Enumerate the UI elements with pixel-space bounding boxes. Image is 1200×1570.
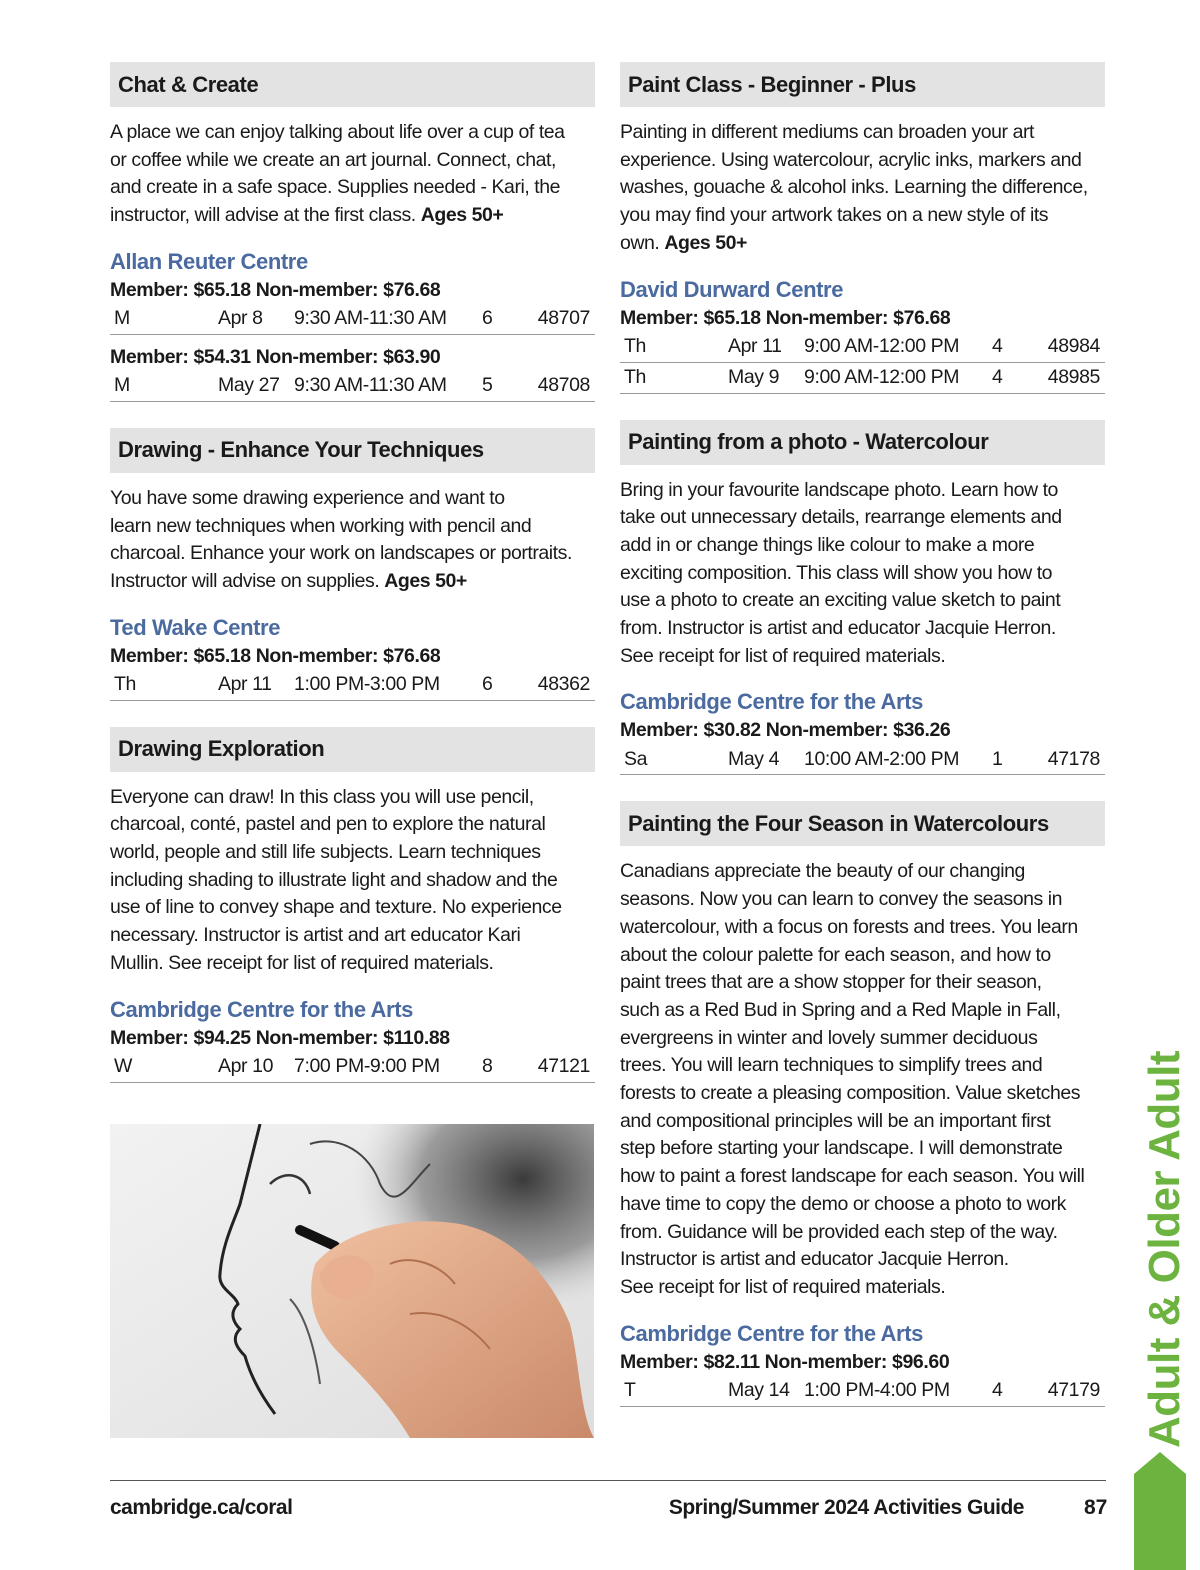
sessions-cell: 4 — [992, 1379, 1003, 1402]
desc-line: You have some drawing experience and want to — [110, 486, 505, 509]
sessions-cell: 4 — [992, 366, 1003, 389]
sessions-cell: 8 — [482, 1055, 493, 1078]
barcode-cell: 48362 — [537, 673, 590, 696]
desc-line: you may find your artwork takes on a new style of its — [620, 204, 1049, 227]
schedule-row — [110, 371, 595, 402]
day-cell: Sa — [624, 747, 648, 770]
side-tab-arrow — [1134, 1452, 1186, 1570]
section-heading: Chat & Create — [110, 62, 595, 107]
footer-rule — [110, 1480, 1106, 1481]
price-line: Member: $65.18 Non-member: $76.68 — [620, 306, 951, 329]
desc-line: charcoal. Enhance your work on landscapes or portraits. — [110, 542, 572, 565]
day-cell: Th — [624, 335, 646, 358]
ages-label: Ages 50+ — [384, 569, 467, 592]
day-cell: Th — [624, 366, 646, 389]
desc-line: world, people and still life subjects. Learn techniques — [110, 841, 541, 864]
section-heading: Drawing Exploration — [110, 727, 595, 772]
desc-line: charcoal, conté, pastel and pen to explore the natural — [110, 813, 546, 836]
barcode-cell: 47179 — [1047, 1379, 1100, 1402]
desc-line: Instructor is artist and educator Jacquie Herron. — [620, 1248, 1009, 1271]
section-heading: Paint Class - Beginner - Plus — [620, 62, 1105, 107]
desc-line: See receipt for list of required materials. — [620, 1275, 946, 1298]
barcode-cell: 48708 — [537, 374, 590, 397]
desc-line: A place we can enjoy talking about life over a cup of tea — [110, 121, 565, 143]
desc-line: learn new techniques when working with pencil and — [110, 514, 532, 537]
barcode-cell: 48985 — [1047, 366, 1100, 389]
desc-line: or coffee while we create an art journal. Connect, chat, — [110, 148, 556, 171]
barcode-cell: 47121 — [537, 1055, 590, 1078]
price-line: Member: $65.18 Non-member: $76.68 — [110, 278, 441, 301]
price-line: Member: $82.11 Non-member: $96.60 — [620, 1350, 950, 1373]
schedule-row — [620, 1376, 1105, 1407]
program-description — [110, 784, 595, 978]
date-cell: May 9 — [728, 366, 780, 389]
section-side-label: Adult & Older Adult — [1140, 1050, 1189, 1448]
desc-line: from. Instructor is artist and educator Jacquie Herron. — [620, 617, 1056, 640]
date-cell: May 4 — [728, 747, 780, 770]
left-column — [110, 62, 595, 1083]
schedule-row — [110, 1052, 595, 1083]
time-cell: 9:00 AM-12:00 PM — [804, 366, 960, 389]
desc-line: including shading to illustrate light and shadow and the — [110, 868, 558, 891]
schedule-row — [620, 332, 1105, 363]
program-description — [620, 858, 1105, 1301]
desc-line: Instructor will advise on supplies. — [110, 569, 385, 592]
price-line: Member: $94.25 Non-member: $110.88 — [110, 1026, 450, 1049]
day-cell: W — [114, 1055, 133, 1078]
date-cell: Apr 11 — [218, 673, 272, 696]
footer-guide-title: Spring/Summer 2024 Activities Guide — [668, 1496, 1024, 1519]
desc-line: evergreens in winter and lovely summer deciduous — [620, 1026, 1038, 1049]
desc-line: how to paint a forest landscape for each season. You will — [620, 1165, 1085, 1188]
time-cell: 9:00 AM-12:00 PM — [804, 335, 960, 358]
desc-line: instructor, will advise at the first class. — [110, 204, 421, 227]
desc-line: use of line to convey shape and texture. No experience — [110, 896, 562, 919]
barcode-cell: 48984 — [1047, 335, 1100, 358]
time-cell: 9:30 AM-11:30 AM — [294, 374, 447, 397]
schedule-row — [110, 670, 595, 701]
program-drawing-enhance — [110, 428, 595, 701]
desc-line: about the colour palette for each season, and how to — [620, 943, 1051, 966]
sessions-cell: 5 — [482, 374, 493, 397]
time-cell: 10:00 AM-2:00 PM — [804, 747, 960, 770]
program-drawing-exploration — [110, 727, 595, 1083]
program-chat-create — [110, 62, 595, 402]
day-cell: T — [624, 1379, 636, 1402]
sessions-cell: 4 — [992, 335, 1003, 358]
desc-line: own. — [620, 231, 665, 254]
desc-line: Mullin. See receipt for list of required materials. — [110, 951, 494, 974]
desc-line: washes, gouache & alcohol inks. Learning the difference, — [620, 176, 1088, 199]
desc-line: See receipt for list of required materials. — [620, 644, 946, 667]
venue-name: Cambridge Centre for the Arts — [620, 1320, 923, 1346]
date-cell: May 14 — [728, 1379, 790, 1402]
price-line: Member: $65.18 Non-member: $76.68 — [110, 644, 441, 667]
time-cell: 1:00 PM-4:00 PM — [804, 1379, 950, 1402]
drawing-hand-illustration — [110, 1124, 594, 1438]
program-paint-photo — [620, 420, 1105, 776]
venue-name: Ted Wake Centre — [110, 614, 281, 640]
desc-line: use a photo to create an exciting value sketch to paint — [620, 589, 1061, 612]
schedule-row — [620, 744, 1105, 775]
sessions-cell: 6 — [482, 307, 493, 330]
schedule-row — [110, 304, 595, 335]
barcode-cell: 47178 — [1047, 747, 1100, 770]
sessions-cell: 1 — [992, 747, 1003, 770]
date-cell: May 27 — [218, 374, 280, 397]
desc-line: from. Guidance will be provided each step of the way. — [620, 1220, 1058, 1243]
desc-line: add in or change things like colour to make a more — [620, 533, 1035, 556]
program-description — [110, 485, 595, 596]
desc-line: watercolour, with a focus on forests and trees. You learn — [620, 915, 1078, 938]
venue-name: Allan Reuter Centre — [110, 248, 308, 274]
barcode-cell: 48707 — [537, 307, 590, 330]
sessions-cell: 6 — [482, 673, 493, 696]
desc-line: Canadians appreciate the beauty of our changing — [620, 860, 1025, 883]
schedule-row — [620, 363, 1105, 394]
desc-line: exciting composition. This class will show you how to — [620, 561, 1053, 584]
day-cell: Th — [114, 673, 136, 696]
program-paint-beginner — [620, 62, 1105, 394]
date-cell: Apr 10 — [218, 1055, 274, 1078]
price-line: Member: $54.31 Non-member: $63.90 — [110, 345, 441, 368]
time-cell: 9:30 AM-11:30 AM — [294, 307, 447, 330]
section-heading: Painting the Four Season in Watercolours — [620, 801, 1105, 846]
program-description — [620, 477, 1105, 671]
program-description — [620, 119, 1105, 258]
section-heading: Drawing - Enhance Your Techniques — [110, 428, 595, 473]
desc-line: necessary. Instructor is artist and art educator Kari — [110, 924, 521, 947]
ages-label: Ages 50+ — [420, 204, 504, 227]
time-cell: 7:00 PM-9:00 PM — [294, 1055, 440, 1078]
desc-line: experience. Using watercolour, acrylic inks, markers and — [620, 148, 1082, 171]
date-cell: Apr 8 — [218, 307, 263, 330]
desc-line: such as a Red Bud in Spring and a Red Maple in Fall, — [620, 998, 1061, 1021]
desc-line: seasons. Now you can learn to convey the seasons in — [620, 888, 1063, 911]
section-heading: Painting from a photo - Watercolour — [620, 420, 1105, 465]
desc-line: trees. You will learn techniques to simplify trees and — [620, 1054, 1043, 1077]
desc-line: Everyone can draw! In this class you will use pencil, — [110, 785, 534, 808]
time-cell: 1:00 PM-3:00 PM — [294, 673, 440, 696]
venue-name: David Durward Centre — [620, 276, 844, 302]
price-line: Member: $30.82 Non-member: $36.26 — [620, 719, 951, 742]
ages-label: Ages 50+ — [664, 231, 747, 254]
desc-line: step before starting your landscape. I will demonstrate — [620, 1137, 1063, 1160]
venue-name: Cambridge Centre for the Arts — [620, 689, 923, 715]
desc-line: have time to copy the demo or choose a photo to work — [620, 1192, 1066, 1215]
day-cell: M — [114, 374, 130, 397]
desc-line: forests to create a pleasing composition. Value sketches — [620, 1082, 1081, 1105]
desc-line: paint trees that are a show stopper for their season, — [620, 971, 1042, 994]
program-paint-seasons — [620, 801, 1105, 1406]
footer-url[interactable]: cambridge.ca/coral — [110, 1496, 293, 1519]
desc-line: take out unnecessary details, rearrange elements and — [620, 506, 1062, 529]
right-column — [620, 62, 1105, 1407]
desc-line: Painting in different mediums can broaden your art — [620, 121, 1034, 143]
day-cell: M — [114, 307, 130, 330]
venue-name: Cambridge Centre for the Arts — [110, 996, 413, 1022]
page-number: 87 — [1084, 1496, 1108, 1519]
program-description — [110, 119, 595, 230]
desc-line: and create in a safe space. Supplies needed - Kari, the — [110, 176, 561, 199]
date-cell: Apr 11 — [728, 335, 782, 358]
desc-line: Bring in your favourite landscape photo. Learn how to — [620, 478, 1058, 501]
desc-line: and compositional principles will be an important first — [620, 1109, 1051, 1132]
